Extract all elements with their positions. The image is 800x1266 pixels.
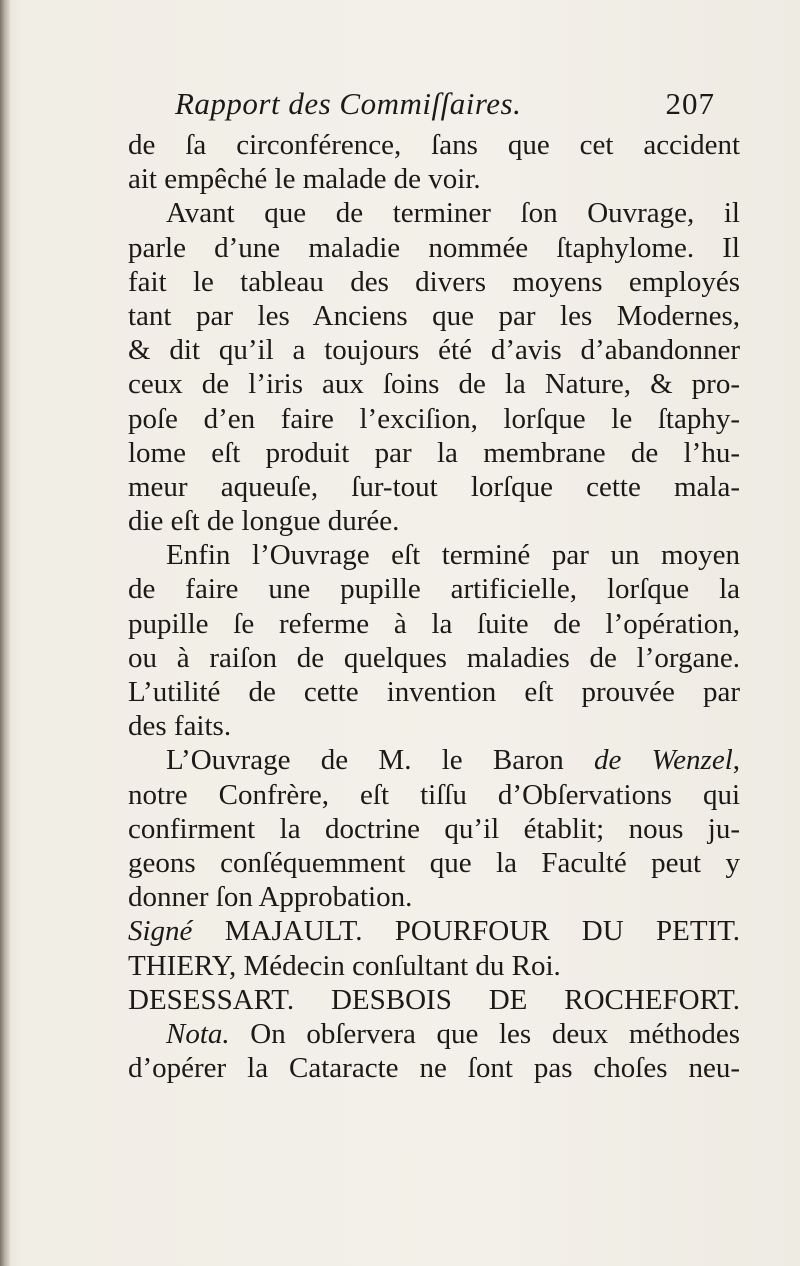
text-line: L’Ouvrage de M. le Baron de Wenzel, [166,744,741,777]
text-line: fait le tableau des divers moyens employés [128,265,740,298]
text-line: notre Confrère, eſt tiſſu d’Obſervations qui [128,778,740,811]
text-line: donner ſon Approbation. [128,881,413,914]
text-line: de ſa circonférence, ſans que cet accident [128,129,740,161]
running-title: Rapport des Commiſſaires. [175,86,522,121]
text-line: die eſt de longue durée. [128,505,400,538]
page-number: 207 [665,86,715,121]
signature-line: Signé MAJAULT. POURFOUR DU PETIT. [128,915,740,948]
text-line: poſe d’en faire l’exciſion, lorſque le ſtaphy- [128,402,740,435]
page-header [175,86,715,126]
text-line: de faire une pupille artificielle, lorſque la [128,573,740,606]
page-gutter [0,0,10,1266]
text-line: des faits. [128,710,232,743]
text-line: ait empêché le malade de voir. [128,163,481,196]
text-line: tant par les Anciens que par les Modernes, [128,299,740,332]
text-line: parle d’une maladie nommée ſtaphylome. Il [128,231,740,264]
signature-line: DESESSART. DESBOIS DE ROCHEFORT. [128,983,740,1016]
text-line: confirment la doctrine qu’il établit; nous ju- [128,812,740,845]
text-line: Enfin l’Ouvrage eſt terminé par un moyen [166,539,740,572]
text-line: ou à raiſon de quelques maladies de l’organe. [128,641,740,674]
body-text [128,128,740,1085]
text-line: geons conſéquemment que la Faculté peut y [128,846,740,879]
text-line: meur aqueuſe, ſur-tout lorſque cette mala- [128,470,740,503]
text-line: Avant que de terminer ſon Ouvrage, il [166,197,740,230]
text-line: ceux de l’iris aux ſoins de la Nature, & pro- [128,368,740,401]
nota-line: Nota. On obſervera que les deux méthodes [166,1017,740,1050]
text-line: pupille ſe referme à la ſuite de l’opération, [128,607,740,640]
text-line: L’utilité de cette invention eſt prouvée par [128,676,740,708]
text-line: lome eſt produit par la membrane de l’hu- [128,436,740,469]
signature-line: THIERY, Médecin conſultant du Roi. [128,949,561,982]
text-line: d’opérer la Cataracte ne ſont pas choſes neu- [128,1052,740,1085]
text-line: & dit qu’il a toujours été d’avis d’abandonner [128,334,740,367]
